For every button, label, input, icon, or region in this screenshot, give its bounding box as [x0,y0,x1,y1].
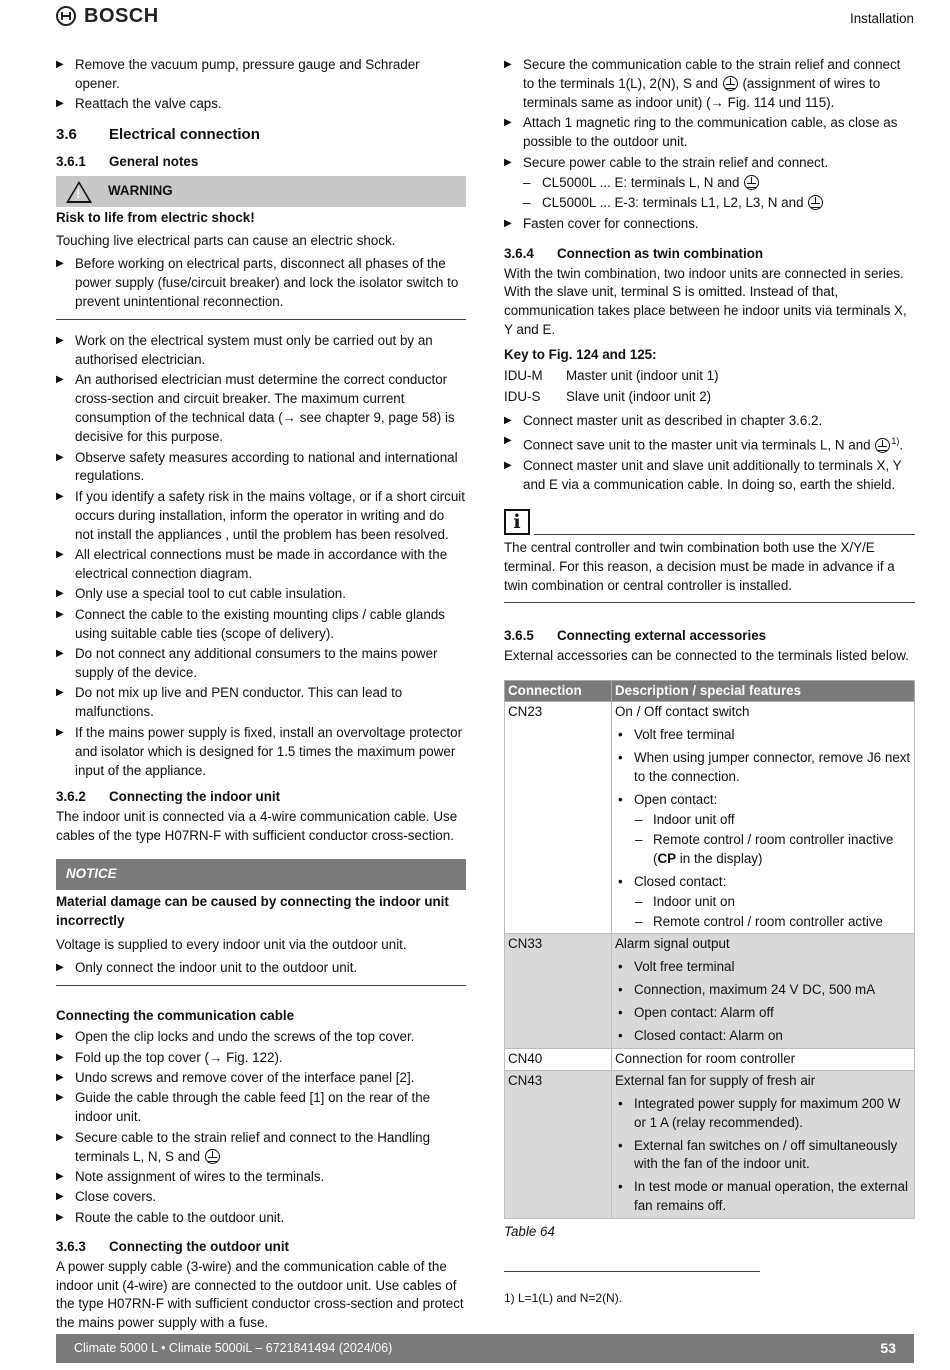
table-cell: Connection for room controller [612,1048,915,1070]
info-text: The central controller and twin combination both use the X/Y/E terminal. For this reason, a decision must be made in advance if a twin combination or central controller is installed. [504,539,915,603]
list-item: ▶ Connect save unit to the master unit via terminals L, N and $^{1)}$. [504,432,915,455]
list-item: ▶ Route the cable to the outdoor unit. [56,1209,466,1228]
page-number: 53 [880,1340,896,1357]
list-item: ▶ Fold up the top cover (→ Fig. 122). [56,1049,466,1068]
warning-body [56,209,466,320]
key-row: IDU-M Master unit (indoor unit 1) [504,368,719,384]
table-header: Connection [505,680,612,702]
list-item: ▶ If you identify a safety risk in the mains voltage, or if a short circuit occurs during installation, inform the operator in writing and do not install the appliances , until the problem has been resolved. [56,488,466,545]
list-item: ▶ Fasten cover for connections. [504,215,915,234]
key-title: Key to Fig. 124 and 125: [504,347,657,363]
footer-title: Climate 5000 L • Climate 5000iL – 6721841494 (2024/06) [74,1341,393,1356]
notice-banner: NOTICE [56,859,466,890]
list-item: ▶ Guide the cable through the cable feed [1] on the rear of the indoor unit. [56,1089,466,1127]
info-icon: i [504,509,530,535]
table-row [505,1070,915,1218]
list-item: ▶ Only connect the indoor unit to the outdoor unit. [56,959,466,978]
table-caption: Table 64 [504,1224,555,1240]
paragraph: External accessories can be connected to the terminals listed below. [504,647,909,663]
earth-symbol-icon [875,438,890,453]
list-item: ▶ Undo screws and remove cover of the interface panel [2]. [56,1069,466,1088]
list-item: – CL5000L ... E-3: terminals L1, L2, L3, N and [504,194,915,213]
bosch-logo [56,6,159,26]
info-header [504,509,915,535]
table-row [505,1048,915,1070]
list-item: ▶ Do not connect any additional consumers to the mains power supply of the device. [56,645,466,683]
earth-symbol-icon [808,195,823,210]
table-cell: On / Off contact switch • Volt free terminal • When using jumper connector, remove J6 next to the connection. • Open contact: – Indoor unit off – Remote control / room controller inactive (CP in the display) • Closed contact: – Indoor unit on – Remote control / room controller active [612,702,915,934]
table-cell: Alarm signal output • Volt free terminal • Connection, maximum 24 V DC, 500 mA • Open contact: Alarm off • Closed contact: Alarm on [612,934,915,1049]
footnote-divider [504,1271,760,1272]
table-cell: External fan for supply of fresh air • Integrated power supply for maximum 200 W or 1 A (relay recommended). • External fan switches on / off simultaneously with the fan of the indoor unit. • In test mode or manual operation, the external fan remains off. [612,1070,915,1218]
key-row: IDU-S Slave unit (indoor unit 2) [504,389,712,404]
section-title: Installation [849,11,914,26]
subheading: Connecting the communication cable [56,1008,295,1024]
heading-3-6: 3.6 Electrical connection [56,126,260,144]
table-cell: CN43 [505,1070,612,1218]
list-item: ▶ Work on the electrical system must only be carried out by an authorised electrician. [56,332,466,370]
warning-title: Risk to life from electric shock! [56,210,255,226]
accessories-table [504,680,915,1220]
earth-symbol-icon [744,175,759,190]
list-item: ▶ Connect the cable to the existing mounting clips / cable glands using suitable cable ties (scope of delivery). [56,606,466,644]
list-item: – CL5000L ... E: terminals L, N and [504,174,915,193]
list-item: ▶ Remove the vacuum pump, pressure gauge and Schrader opener. [56,56,466,94]
bosch-armature-icon [56,6,76,26]
footnote: 1) L=1(L) and N=2(N). [504,1291,623,1305]
earth-symbol-icon [723,76,738,91]
table-cell: CN33 [505,934,612,1049]
list-item: ▶ Connect master unit and slave unit additionally to terminals X, Y and E via a communication cable. In doing so, earth the shield. [504,457,915,495]
list-item: ▶ All electrical connections must be made in accordance with the electrical connection diagram. [56,546,466,584]
list-item: ▶ Secure the communication cable to the strain relief and connect to the terminals 1(L), 2(N), S and (assignment of wires to terminals same as indoor unit) (→ Fig. 114 und 115). [504,56,915,113]
heading-3-6-2: 3.6.2 Connecting the indoor unit [56,789,281,805]
list-item: ▶ Attach 1 magnetic ring to the communication cable, as close as possible to the outdoor unit. [504,114,915,152]
brand-name: BOSCH [84,4,159,27]
table-row [505,934,915,1049]
table-row [505,702,915,934]
list-item: ▶ Close covers. [56,1188,466,1207]
paragraph: A power supply cable (3-wire) and the communication cable of the indoor unit (4-wire) are connected to the outdoor unit. Use cables of the type H07RN-F with sufficient conductor cross-section and protect the mains power supply with a fuse. [56,1258,464,1331]
list-item: ▶ If the mains power supply is fixed, install an overvoltage protector and isolator which is designed for 1.5 times the maximum power input of the appliance. [56,724,466,781]
page-footer [56,1334,914,1363]
list-item: ▶ Open the clip locks and undo the screws of the top cover. [56,1028,466,1047]
heading-3-6-3: 3.6.3 Connecting the outdoor unit [56,1238,289,1254]
right-column [504,56,915,1242]
paragraph: With the twin combination, two indoor units are connected in series. With the slave unit, terminal S is omitted. Instead of that, communication takes place between he indoor units via terminals X, Y and E. [504,265,907,338]
warning-text: Touching live electrical parts can cause an electric shock. [56,232,396,248]
heading-3-6-1: 3.6.1 General notes [56,154,199,170]
list-item: ▶ Observe safety measures according to national and international regulations. [56,449,466,487]
list-item: ▶ Reattach the valve caps. [56,95,466,114]
heading-3-6-4: 3.6.4 Connection as twin combination [504,245,764,261]
list-item: ▶ Only use a special tool to cut cable insulation. [56,585,466,604]
heading-3-6-5: 3.6.5 Connecting external accessories [504,627,767,643]
list-item: ▶ Before working on electrical parts, disconnect all phases of the power supply (fuse/circuit breaker) and lock the isolator switch to prevent unintentional reconnection. [56,255,466,312]
table-cell: CN40 [505,1048,612,1070]
notice-body [56,893,466,986]
notice-text: Voltage is supplied to every indoor unit via the outdoor unit. [56,936,407,952]
notice-title: Material damage can be caused by connecting the indoor unit incorrectly [56,894,449,929]
list-item: ▶ Secure cable to the strain relief and connect to the Handling terminals L, N, S and [56,1129,466,1167]
left-column [56,56,466,1335]
list-item: ▶ An authorised electrician must determine the correct conductor cross-section and circuit breaker. The maximum current consumption of the technical data (→ see chapter 9, page 58) is decisive for this purpose. [56,371,466,447]
table-header-row [505,680,915,702]
table-cell: CN23 [505,702,612,934]
list-item: ▶ Note assignment of wires to the terminals. [56,1168,466,1187]
list-item: ▶ Do not mix up live and PEN conductor. This can lead to malfunctions. [56,684,466,722]
paragraph: The indoor unit is connected via a 4-wire communication cable. Use cables of the type H07RN-F with sufficient conductor cross-section. [56,809,458,844]
general-notes-list [56,332,466,780]
table-header: Description / special features [612,680,915,702]
list-item: ▶ Connect master unit as described in chapter 3.6.2. [504,412,915,431]
warning-banner: ! WARNING [56,176,466,207]
earth-symbol-icon [205,1149,220,1164]
list-item: ▶ Secure power cable to the strain relief and connect. [504,154,915,173]
warning-icon [66,181,92,203]
